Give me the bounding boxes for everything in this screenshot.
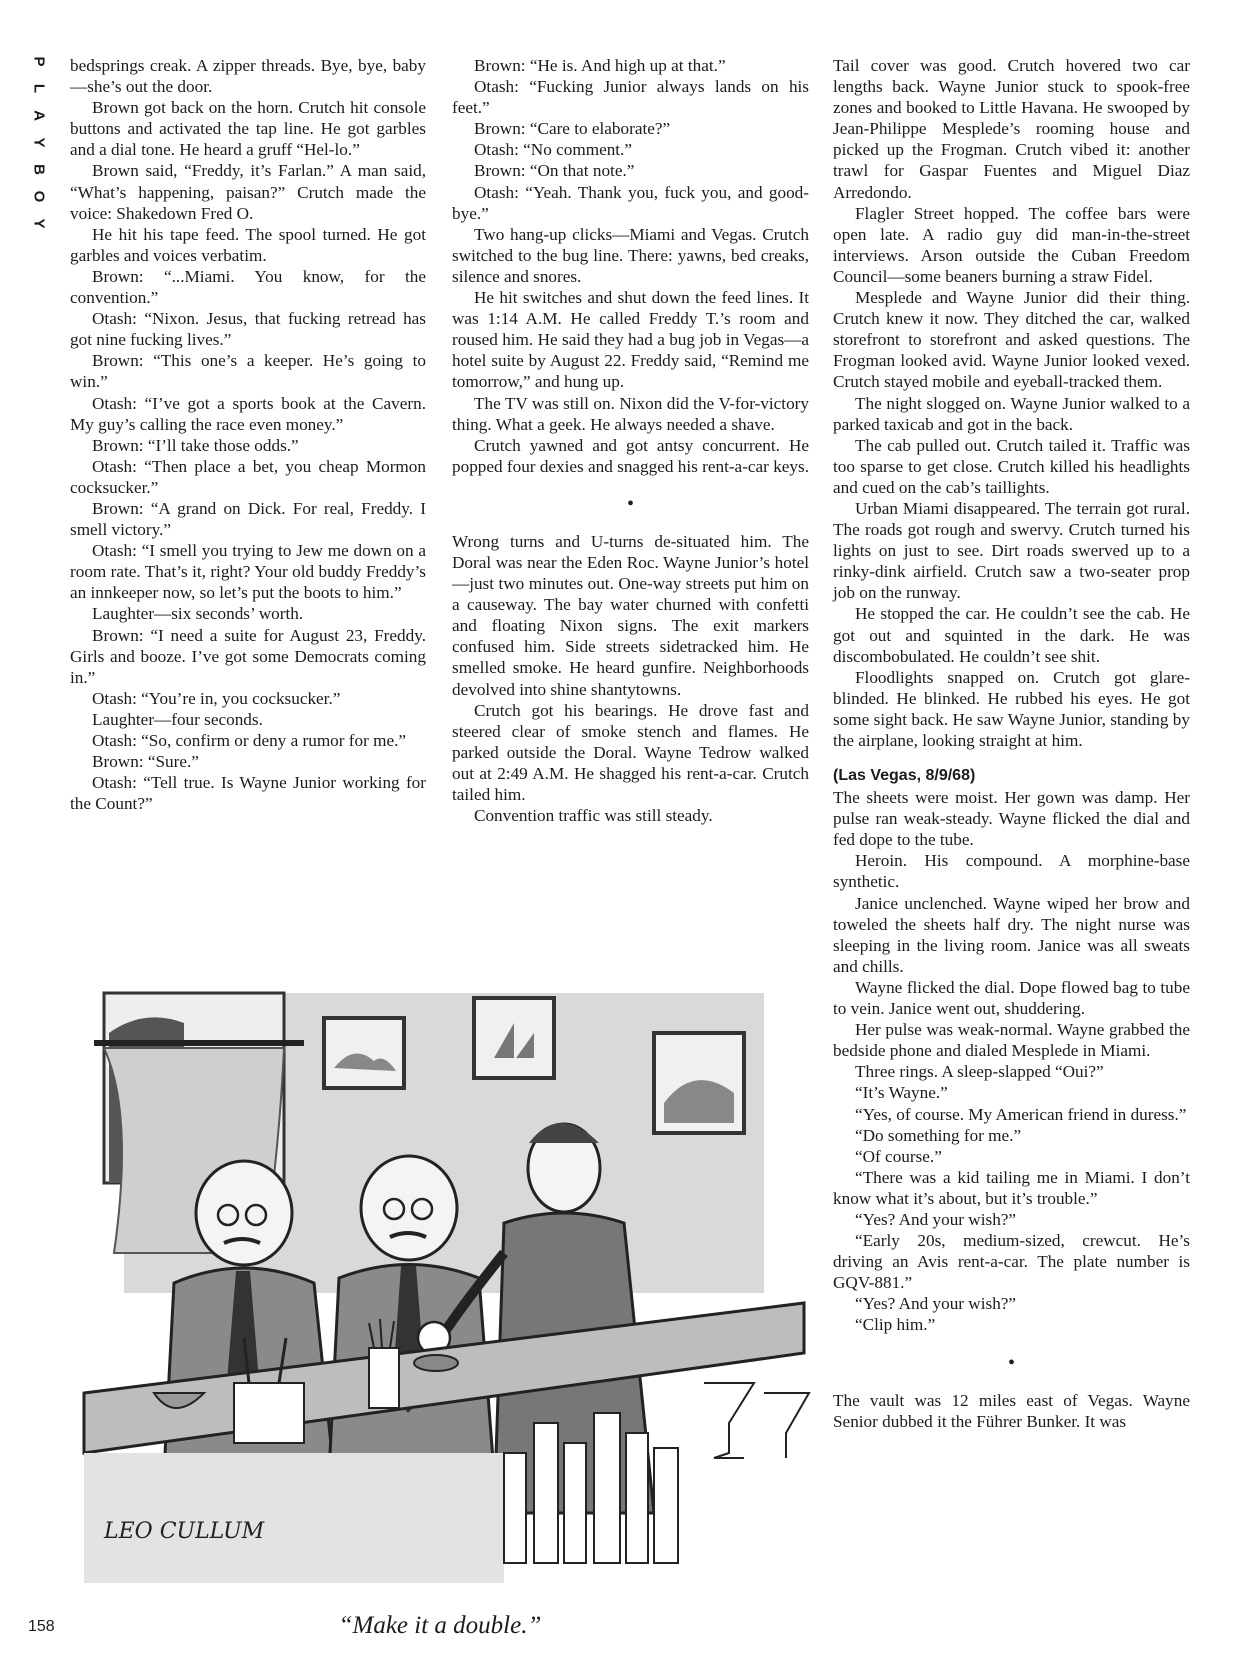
paragraph: Brown said, “Freddy, it’s Farlan.” A man said, “What’s happening, paisan?” Crutch made the voice: Shakedown Fred O. [70, 161, 426, 223]
paragraph: The cab pulled out. Crutch tailed it. Traffic was too sparse to get close. Crutch killed his headlights and cued on the cab’s taillights. [833, 435, 1190, 497]
paragraph: “Clip him.” [855, 1315, 936, 1335]
paragraph: “Yes? And your wish?” [855, 1294, 1017, 1314]
paragraph: He hit his tape feed. The spool turned. He got garbles and voices verbatim. [70, 224, 426, 265]
paragraph: Brown: “Sure.” [92, 752, 199, 772]
paragraph: Otash: “You’re in, you cocksucker.” [92, 688, 341, 708]
paragraph: The night slogged on. Wayne Junior walked to a parked taxicab and got in the back. [833, 393, 1190, 434]
paragraph: Otash: “Nixon. Jesus, that fucking retread has got nine fucking lives.” [70, 309, 426, 350]
paragraph: “There was a kid tailing me in Miami. I don’t know what it’s about, but it’s trouble.” [833, 1167, 1190, 1208]
title-letter: L [30, 83, 48, 94]
paragraph: Otash: “Fucking Junior always lands on his feet.” [452, 77, 809, 118]
section-break-bullet: • [1007, 1351, 1015, 1374]
paragraph: Brown: “Care to elaborate?” [474, 119, 671, 139]
section-break-bullet: • [626, 492, 634, 515]
column-3-part-c [833, 1390, 1190, 1432]
paragraph: Brown: “On that note.” [474, 161, 635, 181]
paragraph: The vault was 12 miles east of Vegas. Wayne Senior dubbed it the Führer Bunker. It was [833, 1390, 1190, 1431]
paragraph: Laughter—six seconds’ worth. [92, 604, 304, 624]
paragraph: Otash: “Yeah. Thank you, fuck you, and good-bye.” [452, 182, 809, 223]
paragraph: “Of course.” [855, 1146, 942, 1166]
column-2-part-a [452, 55, 809, 477]
paragraph: Brown: “...Miami. You know, for the convention.” [70, 266, 426, 308]
paragraph: Her pulse was weak-normal. Wayne grabbed the bedside phone and dialed Mesplede in Miami. [833, 1020, 1190, 1061]
paragraph: Two hang-up clicks—Miami and Vegas. Crutch switched to the bug line. There: yawns, bed creaks, silence and snores. [452, 224, 809, 286]
paragraph: Otash: “I smell you trying to Jew me down on a room rate. That’s it, right? Your old buddy Freddy’s an innkeeper now, so let’s put the boots to him.” [70, 541, 426, 603]
text-column-2 [452, 55, 809, 826]
paragraph: Otash: “Then place a bet, you cheap Mormon cocksucker.” [70, 456, 426, 497]
paragraph: Flagler Street hopped. The coffee bars were open late. A radio guy did man-in-the-street interviews. Arson outside the Cuban Freedom Council—some beaners burning a straw Fidel. [833, 203, 1190, 286]
title-letter: O [30, 190, 48, 203]
column-3-part-a [833, 55, 1190, 751]
paragraph: Brown: “I’ll take those odds.” [92, 435, 299, 455]
title-letter: Y [30, 218, 48, 229]
title-letter: P [30, 56, 48, 67]
paragraph: Three rings. A sleep-slapped “Oui?” [855, 1062, 1104, 1082]
title-letter: A [30, 110, 48, 121]
column-3-part-b [833, 787, 1190, 1335]
title-letter: B [30, 164, 48, 175]
paragraph: Brown: “This one’s a keeper. He’s going to win.” [70, 351, 426, 392]
paragraph: “Yes, of course. My American friend in duress.” [855, 1104, 1187, 1124]
paragraph: Convention traffic was still steady. [474, 806, 713, 826]
paragraph: He hit switches and shut down the feed lines. It was 1:14 A.M. He called Freddy T.’s room and roused him. He said they had a bug job in Vegas—a hotel suite by August 22. Freddy said, “Remind me tomorrow,” and hung up. [452, 288, 809, 392]
paragraph: Brown: “I need a suite for August 23, Freddy. Girls and booze. I’ve got some Democrats coming in.” [70, 625, 426, 687]
paragraph: Brown got back on the horn. Crutch hit console buttons and activated the tap line. He got garbles and a dial tone. He heard a gruff “Hel-lo.” [70, 98, 426, 160]
paragraph: Otash: “No comment.” [474, 140, 632, 160]
paragraph: The sheets were moist. Her gown was damp. Her pulse ran weak-steady. Wayne flicked the dial and fed dope to the tube. [833, 788, 1190, 850]
paragraph: Otash: “Tell true. Is Wayne Junior working for the Count?” [70, 773, 426, 814]
paragraph: Crutch yawned and got antsy concurrent. He popped four dexies and snagged his rent-a-car keys. [452, 435, 809, 476]
cartoon-signature: LEO CULLUM [104, 1519, 265, 1544]
cartoon-drawing [64, 953, 816, 1593]
text-column-1 [70, 55, 426, 814]
paragraph: Brown: “A grand on Dick. For real, Freddy. I smell victory.” [70, 498, 426, 540]
paragraph: Mesplede and Wayne Junior did their thing. Crutch knew it now. They ditched the car, walked storefront to storefront and asked questions. The Frogman looked avid. Wayne Junior looked vexed. Crutch stayed mobile and eyeball-tracked them. [833, 288, 1190, 392]
magazine-title [28, 48, 50, 237]
bar-cartoon-illustration [64, 953, 816, 1593]
paragraph: Crutch got his bearings. He drove fast and steered clear of smoke stench and flames. He parked outside the Doral. Wayne Tedrow walked out at 2:49 A.M. He shagged his rent-a-car. Crutch tailed him. [452, 700, 809, 804]
cartoon-caption: “Make it a double.” [338, 1612, 542, 1639]
paragraph: Wrong turns and U-turns de-situated him. The Doral was near the Eden Roc. Wayne Junior’s hotel—just two minutes out. One-way streets put him on a causeway. The bay water churned with confetti and floating Nixon signs. The exit markers confused him. Side streets sidetracked him. He smelled smoke. He heard gunfire. Neighborhoods devolved into shine shantytowns. [452, 531, 809, 699]
paragraph: Laughter—four seconds. [92, 709, 263, 729]
paragraph: “Early 20s, medium-sized, crewcut. He’s driving an Avis rent-a-car. The plate number is GQV-881.” [833, 1231, 1190, 1293]
paragraph: “Yes? And your wish?” [855, 1209, 1017, 1229]
column-2-part-b [452, 531, 809, 826]
paragraph: Otash: “So, confirm or deny a rumor for me.” [92, 731, 407, 750]
paragraph: “It’s Wayne.” [855, 1083, 948, 1103]
paragraph: Urban Miami disappeared. The terrain got rural. The roads got rough and swervy. Crutch turned his lights on just to see. Dirt roads swerved up to a rinky-dink airfield. Crutch saw a two-seater prop job on the runway. [833, 498, 1190, 603]
page-number: 158 [28, 1618, 55, 1635]
paragraph: Wayne flicked the dial. Dope flowed bag to tube to vein. Janice went out, shuddering. [833, 977, 1190, 1019]
paragraph: Tail cover was good. Crutch hovered two car lengths back. Wayne Junior stuck to spook-free zones and booked to Little Havana. He swooped by Jean-Philippe Mesplede’s rooming house and picked up the Frogman. Crutch vibed it: another trawl for Gaspar Fuentes and Miguel Diaz Arredondo. [833, 56, 1190, 202]
dateline: (Las Vegas, 8/9/68) [833, 767, 976, 785]
paragraph: Otash: “I’ve got a sports book at the Cavern. My guy’s calling the race even money.” [70, 393, 426, 434]
text-column-3 [833, 55, 1190, 1432]
paragraph: “Do something for me.” [855, 1125, 1022, 1145]
paragraph: Floodlights snapped on. Crutch got glare-blinded. He blinked. He rubbed his eyes. He got some sight back. He saw Wayne Junior, standing by the airplane, looking straight at him. [833, 667, 1190, 750]
paragraph: Heroin. His compound. A morphine-base synthetic. [833, 851, 1190, 892]
title-letter: Y [30, 137, 48, 148]
paragraph: Brown: “He is. And high up at that.” [474, 56, 726, 75]
paragraph: Janice unclenched. Wayne wiped her brow and toweled the sheets half dry. The night nurse was sleeping in the living room. Janice was all sweats and chills. [833, 893, 1190, 976]
paragraph: The TV was still on. Nixon did the V-for-victory thing. What a geek. He always needed a shave. [452, 393, 809, 434]
paragraph: bedsprings creak. A zipper threads. Bye, bye, baby—she’s out the door. [70, 56, 426, 97]
paragraph: He stopped the car. He couldn’t see the cab. He got out and squinted in the dark. He was discombobulated. He couldn’t see shit. [833, 604, 1190, 666]
